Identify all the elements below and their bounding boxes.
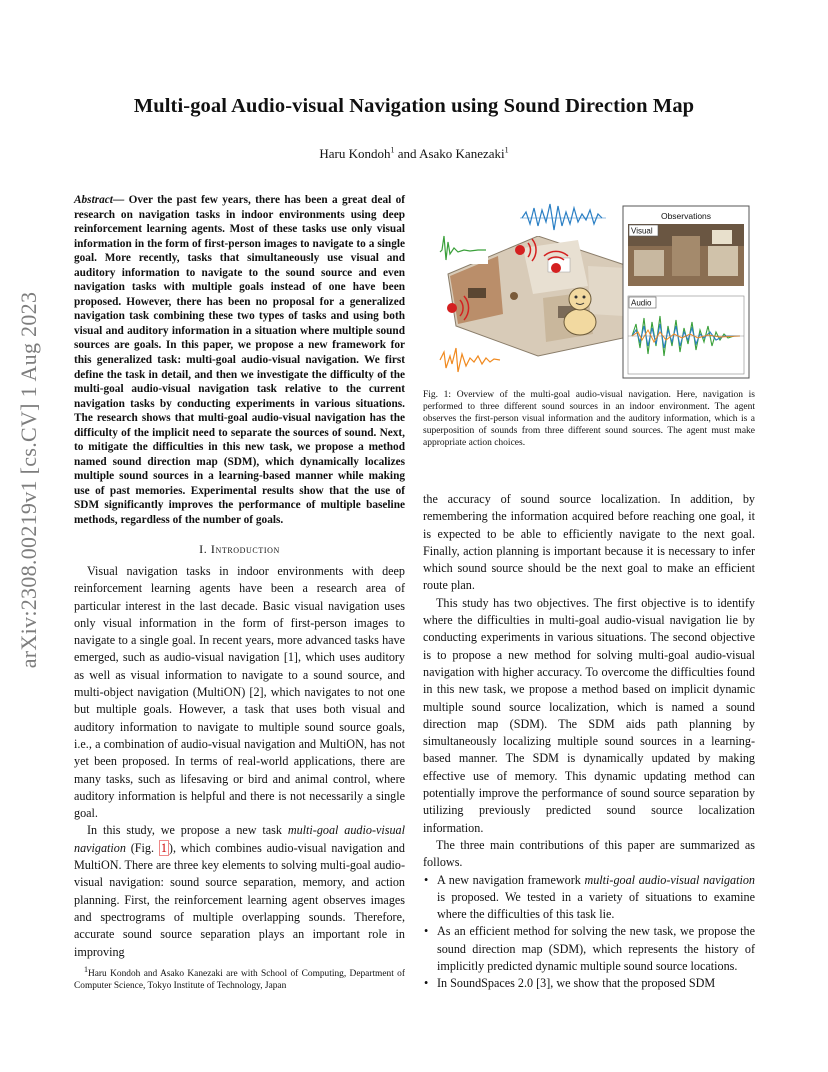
contribution-list (423, 872, 755, 993)
visual-label: Visual (631, 226, 653, 236)
abstract-text: Over the past few years, there has been a great deal of research on navigation tasks in indoor environments using deep reinforcement learning agents. Most of these tasks use only visual information in the form of first-person images to navigate to a single goal. More recently, tasks that simultaneously use visual and auditory information to navigate to the sound source and even navigation tasks with multiple goals instead of one have been proposed. However, there has been no proposal for a generalized navigation task combining these two types of tasks and using both visual and auditory information in a situation where multiple sound sources are goals. In this paper, we propose a new framework for this generalized task: multi-goal audio-visual navigation. We first define the task in detail, and then we investigate the difficulty of the multi-goal audio-visual navigation task relative to the current navigation tasks by conducting experiments in various situations. The research shows that multi-goal audio-visual navigation has the difficulty of the implicit need to separate the sources of sound. Next, to mitigate the difficulties in this new task, we propose a method named sound direction map (SDM), which dynamically localizes multiple sound sources in a learning-based manner while making use of past memories. Experimental results show that the use of SDM significantly improves the performance of multiple baseline methods, regardless of the number of goals. (74, 194, 405, 527)
paragraph: Visual navigation tasks in indoor environments with deep reinforcement learning agents have been a research area of particular interest in the last decade. Basic visual navigation uses only visual information in the form of first-person images to navigate to a single goal. In recent years, more advanced tasks have emerged, such as audio-visual navigation [1], which uses auditory as well as visual information to navigate to a sound source, and multi-object navigation (MultiON) [2], which navigates to not one but multiple goals. However, a task that uses both visual and auditory information to navigate to multiple sound source goals, i.e., a combination of audio-visual navigation and MultiON, has not yet been proposed. In terms of real-world applications, there are many tasks, such as lifesaving or bird and animal control, where auditory information is helpful and there is not necessarily a single goal. (74, 564, 405, 821)
footnote-mark: 1 (84, 964, 88, 974)
affiliation-mark: 1 (504, 145, 509, 155)
observations-label: Observations (660, 211, 712, 221)
arxiv-identifier: arXiv:2308.00219v1 [cs.CV] 1 Aug 2023 (16, 291, 41, 669)
text-run: (Fig. (125, 840, 159, 855)
green-waveform (438, 234, 488, 264)
text-run: is proposed. We tested in a variety of situations to examine where the difficulties of this task lie. (437, 889, 755, 922)
author-name: Haru Kondoh (319, 146, 391, 161)
list-item (423, 872, 755, 924)
paragraph: The three main contributions of this paper are summarized as follows. (423, 837, 755, 870)
paragraph: the accuracy of sound source localization. In addition, by remembering the information acquired before reaching one goal, it is expected to be able to efficiently navigate to the next goal. Finally, action planning is important because it is necessary to infer which sound source should be the next goal to make an efficient route plan. (423, 492, 755, 593)
abstract-label: Abstract (74, 194, 113, 206)
figure-caption: Fig. 1: Overview of the multi-goal audio-visual navigation. Here, navigation is performed to three different sound sources in an indoor environment. The agent observes the first-person visual information and the auditory information, which is a superposition of sounds from three different sound sources. The agent must make appropriate action choices. (423, 390, 755, 448)
arxiv-stamp (14, 290, 44, 670)
emphasis-text: multi-goal audio-visual navigation (74, 823, 405, 855)
affiliation-mark: 1 (390, 145, 395, 155)
text-run: A new navigation framework (437, 872, 585, 887)
footnote (74, 964, 405, 993)
intro-right-column (423, 491, 755, 993)
list-item: • In SoundSpaces 2.0 [3], we show that the proposed SDM (423, 975, 755, 992)
author-line (0, 146, 828, 162)
list-item: • As an efficient method for solving the new task, we propose the sound direction map (SDM), which represents the history of implicitly predicted dynamic multiple sound source locations. (423, 923, 755, 975)
paper-title: Multi-goal Audio-visual Navigation using Sound Direction Map (133, 95, 695, 117)
orange-waveform (438, 344, 504, 376)
audio-label: Audio (631, 298, 652, 308)
abstract-dash: — (112, 194, 129, 206)
figure-illustration (428, 196, 753, 380)
paragraph: This study has two objectives. The first objective is to identify where the difficulties in multi-goal audio-visual navigation lie by conducting experiments in various situations. The second objective is to propose a new method for solving multi-goal audio-visual navigation with higher accuracy. To overcome the difficulties found in this new task, we propose a method based on implicit dynamic multiple sound source localization, which is named a sound direction map (SDM). The SDM aids path planning by simultaneously localizing multiple sound sources in a learning-based manner. The SDM is dynamically updated by making effective use of memory. This dynamic updating method can potentially improve the performance of sound source separation by utilizing previously predicted sound source localization information. (423, 595, 755, 835)
emphasis-text: multi-goal audio-visual navigation (584, 872, 755, 887)
paragraph (74, 822, 405, 960)
author-separator: and (394, 146, 420, 161)
footnote-text: Haru Kondoh and Asako Kanezaki are with School of Computing, Department of Computer Science, Tokyo Institute of Technology, Japan (74, 969, 405, 992)
abstract (74, 193, 405, 528)
text-run: In this study, we propose a new task (87, 823, 288, 838)
blue-waveform (520, 200, 606, 236)
intro-left-column (74, 563, 405, 961)
figure-1 (428, 196, 753, 380)
figure-reference-link[interactable]: 1 (160, 840, 167, 855)
text-run: ), which combines audio-visual navigation and MultiON. There are three key elements to solving multi-goal audio-visual navigation: sound source separation, memory, and action planning. First, the reinforcement learning agent observes images and spectrograms of multiple overlapping sounds. Therefore, accurate sound source separation plays an important role in improving (74, 840, 405, 959)
section-heading: I. Introduction (199, 542, 280, 556)
author-name: Asako Kanezaki (419, 146, 505, 161)
